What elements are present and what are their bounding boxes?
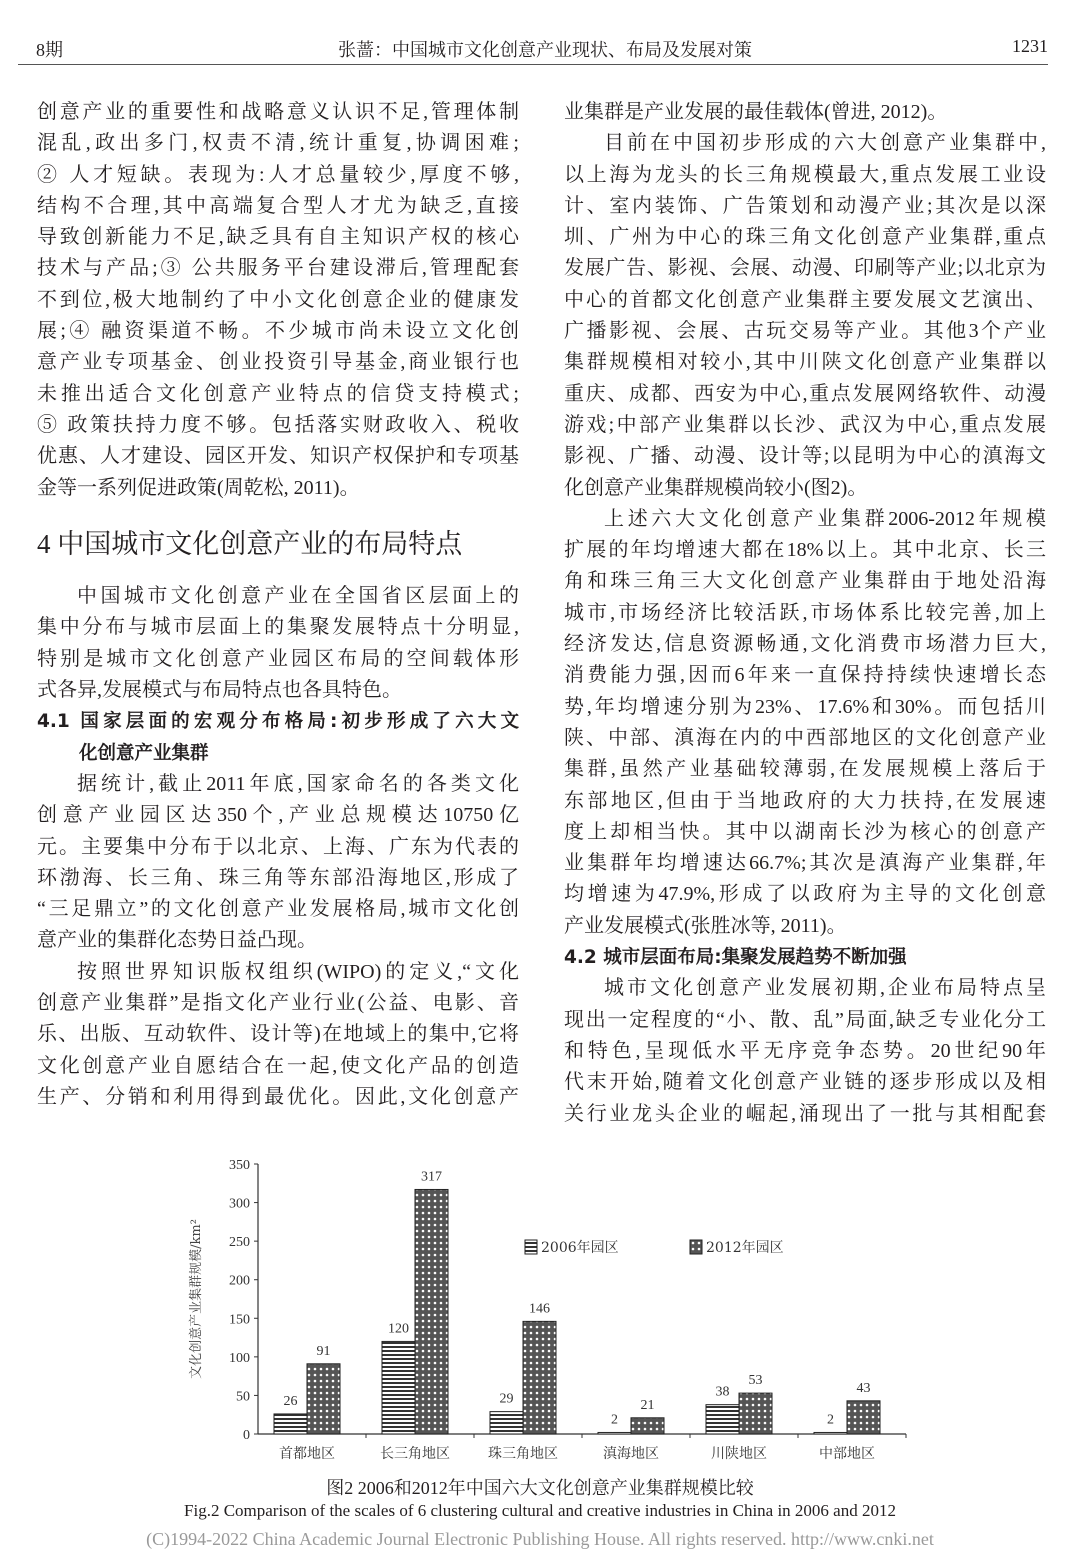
data-label: 317 bbox=[421, 1169, 442, 1185]
text-line: 消费能力强,因而6年来一直保持持续快速增长态 bbox=[564, 664, 1046, 687]
y-axis-label: 文化创意产业集群规模/km² bbox=[189, 1219, 204, 1379]
text-line: 集群,虽然产业基础较薄弱,在发展规模上落后于 bbox=[564, 758, 1046, 781]
text-line: 元。主要集中分布于以北京、上海、广东为代表的 bbox=[37, 835, 519, 858]
text-line: 重庆、成都、西安为中心,重点发展网络软件、动漫 bbox=[564, 382, 1046, 405]
figure-caption: 图2 2006和2012年中国六大文化创意产业集群规模比较 bbox=[326, 1478, 754, 1498]
data-label: 43 bbox=[856, 1380, 871, 1396]
paragraph bbox=[37, 769, 519, 957]
text-line: ⑤ 政策扶持力度不够。包括落实财政收入、税收 bbox=[37, 413, 519, 436]
text-line: 现出一定程度的“小、散、乱”局面,缺乏专业化分工 bbox=[564, 1008, 1046, 1031]
data-label: 146 bbox=[529, 1301, 550, 1317]
text-line: 城市文化创意产业发展初期,企业布局特点呈 bbox=[604, 977, 1046, 1000]
copyright-watermark: (C)1994-2022 China Academic Journal Electronic Publishing House. All rights reserved. http://www.cnki.net bbox=[146, 1529, 934, 1549]
text-line: 广播影视、会展、古玩交易等产业。其他3个产业 bbox=[564, 320, 1046, 343]
x-tick-label: 长三角地区 bbox=[380, 1446, 450, 1462]
x-tick-label: 川陕地区 bbox=[711, 1446, 767, 1462]
text-line: 集中分布与城市层面上的集聚发展特点十分明显, bbox=[37, 616, 519, 639]
figure-caption-english: Fig.2 Comparison of the scales of 6 clustering cultural and creative industries in China in 2006 and 2012 bbox=[184, 1501, 896, 1520]
text-line: 扩展的年均增速大都在18%以上。其中北京、长三 bbox=[564, 539, 1046, 562]
paragraph bbox=[37, 957, 519, 1113]
x-tick-label: 珠三角地区 bbox=[488, 1446, 558, 1462]
text-line: 4.1 国家层面的宏观分布格局:初步形成了六大文 bbox=[37, 711, 519, 733]
text-line: 技术与产品;③ 公共服务平台建设滞后,管理配套 bbox=[37, 257, 519, 280]
text-line: 导致创新能力不足,缺乏具有自主知识产权的核心 bbox=[37, 226, 519, 249]
subsection-heading bbox=[37, 706, 519, 769]
x-tick-label: 中部地区 bbox=[819, 1446, 875, 1462]
y-tick-label: 0 bbox=[243, 1428, 250, 1443]
text-line: 陕、中部、滇海在内的中西部地区的文化创意产业 bbox=[564, 726, 1046, 749]
data-label: 120 bbox=[388, 1321, 409, 1337]
text-line: 代末开始,随着文化创意产业链的逐步形成以及相 bbox=[564, 1071, 1046, 1094]
text-line: “三足鼎立”的文化创意产业发展格局,城市文化创 bbox=[37, 898, 519, 921]
text-line: 业集群年均增速达66.7%;其次是滇海产业集群,年 bbox=[564, 852, 1046, 875]
paragraph bbox=[564, 973, 1046, 1129]
text-line: 业集群是产业发展的最佳载体(曾进, 2012)。 bbox=[564, 101, 948, 123]
y-tick-label: 350 bbox=[229, 1158, 250, 1173]
text-line: 创意产业集群”是指文化产业行业(公益、电影、音 bbox=[37, 992, 519, 1015]
section-heading bbox=[37, 526, 519, 557]
text-line: 金等一系列促进政策(周乾松, 2011)。 bbox=[37, 476, 360, 499]
bar-2012 bbox=[523, 1321, 556, 1434]
text-line: 创意产业的重要性和战略意义认识不足,管理体制 bbox=[37, 101, 519, 123]
paragraph bbox=[564, 128, 1046, 504]
text-line: 以上海为龙头的长三角规模最大,重点发展工业设 bbox=[564, 163, 1046, 186]
bar-2006 bbox=[814, 1432, 847, 1434]
text-line: 产业发展模式(张胜冰等, 2011)。 bbox=[564, 914, 847, 937]
text-line: 上述六大文化创意产业集群2006-2012年规模 bbox=[604, 507, 1046, 530]
text-line: 集群规模相对较小,其中川陕文化创意产业集群以 bbox=[564, 351, 1046, 374]
text-line: 发展广告、影视、会展、动漫、印刷等产业;以北京为 bbox=[564, 257, 1046, 280]
text-line: 结构不合理,其中高端复合型人才尤为缺乏,直接 bbox=[37, 194, 519, 217]
text-line: 度上却相当快。其中以湖南长沙为核心的创意产 bbox=[564, 820, 1046, 843]
issue-number: 8期 bbox=[36, 40, 63, 60]
text-line: 意产业的集群化态势日益凸现。 bbox=[37, 929, 317, 952]
text-line: 东部地区,但由于当地政府的大力扶持,在发展速 bbox=[564, 789, 1046, 812]
data-label: 2 bbox=[827, 1412, 834, 1428]
text-line: 不到位,极大地制约了中小文化创意企业的健康发 bbox=[37, 288, 519, 311]
text-line: 优惠、人才建设、园区开发、知识产权保护和专项基 bbox=[37, 445, 519, 468]
paragraph bbox=[37, 97, 519, 504]
data-label: 38 bbox=[715, 1384, 730, 1400]
right-column bbox=[564, 97, 1046, 1130]
y-tick-label: 250 bbox=[229, 1235, 250, 1251]
legend-label: 2006年园区 bbox=[541, 1240, 619, 1256]
text-line: 圳、广州为中心的珠三角文化创意产业集群,重点 bbox=[564, 226, 1046, 249]
bar-2006 bbox=[382, 1341, 415, 1434]
left-column bbox=[37, 97, 519, 1113]
text-line: 据统计,截止2011年底,国家命名的各类文化 bbox=[77, 772, 519, 795]
text-line: 混乱,政出多门,权责不清,统计重复,协调困难; bbox=[37, 132, 519, 155]
text-line: 4.2 城市层面布局:集聚发展趋势不断加强 bbox=[564, 947, 907, 969]
text-line: 环渤海、长三角、珠三角等东部沿海地区,形成了 bbox=[37, 866, 519, 889]
text-line: 文化创意产业自愿结合在一起,使文化产品的创造 bbox=[37, 1054, 519, 1077]
y-tick-label: 150 bbox=[229, 1312, 250, 1328]
legend-swatch bbox=[690, 1240, 702, 1254]
text-line: 4 中国城市文化创意产业的布局特点 bbox=[37, 528, 463, 559]
paragraph bbox=[564, 97, 1046, 128]
bar-2012 bbox=[307, 1364, 340, 1434]
y-tick-label: 300 bbox=[229, 1196, 250, 1212]
bar-2006 bbox=[598, 1432, 631, 1434]
data-label: 26 bbox=[283, 1393, 298, 1409]
y-tick-label: 200 bbox=[229, 1273, 250, 1289]
text-line: 展;④ 融资渠道不畅。不少城市尚未设立文化创 bbox=[37, 320, 519, 343]
text-line: 关行业龙头企业的崛起,涌现出了一批与其相配套 bbox=[564, 1102, 1046, 1125]
running-title: 张蔷：中国城市文化创意产业现状、布局及发展对策 bbox=[338, 40, 752, 60]
bar-2012 bbox=[415, 1189, 448, 1434]
bar-2006 bbox=[490, 1412, 523, 1434]
x-tick-label: 首都地区 bbox=[279, 1446, 335, 1462]
text-line: 乐、出版、互动软件、设计等)在地域上的集中,它将 bbox=[37, 1023, 519, 1046]
legend-swatch bbox=[525, 1240, 537, 1254]
text-line: 化创意产业集群 bbox=[79, 742, 209, 764]
y-tick-label: 50 bbox=[236, 1389, 250, 1405]
text-line: 中国城市文化创意产业在全国省区层面上的 bbox=[77, 585, 519, 608]
y-tick-label: 100 bbox=[229, 1350, 250, 1366]
running-header bbox=[18, 30, 1048, 65]
text-line: 特别是城市文化创意产业园区布局的空间载体形 bbox=[37, 647, 519, 670]
text-line: 中心的首都文化创意产业集群主要发展文艺演出、 bbox=[564, 288, 1046, 311]
text-line: 计、室内装饰、广告策划和动漫产业;其次是以深 bbox=[564, 194, 1046, 217]
x-tick-label: 滇海地区 bbox=[603, 1446, 659, 1462]
data-label: 53 bbox=[748, 1373, 763, 1389]
bar-2012 bbox=[847, 1401, 880, 1434]
text-line: 影视、广播、动漫、设计等;以昆明为中心的滇海文 bbox=[564, 445, 1046, 468]
bar-2012 bbox=[739, 1393, 772, 1434]
text-line: 和特色,呈现低水平无序竞争态势。20世纪90年 bbox=[564, 1039, 1046, 1062]
text-line: 生产、分销和利用得到最优化。因此,文化创意产 bbox=[37, 1085, 519, 1108]
text-line: ② 人才短缺。表现为:人才总量较少,厚度不够, bbox=[37, 163, 519, 186]
data-label: 21 bbox=[640, 1397, 655, 1413]
page-number: 1231 bbox=[1012, 36, 1048, 56]
bar-2012 bbox=[631, 1418, 664, 1434]
text-line: 经济发达,信息资源畅通,文化消费市场潜力巨大, bbox=[564, 633, 1046, 656]
paragraph bbox=[564, 504, 1046, 942]
subsection-heading bbox=[564, 942, 1046, 973]
text-line: 创意产业园区达350个,产业总规模达10750亿 bbox=[37, 804, 519, 827]
text-line: 化创意产业集群规模尚较小(图2)。 bbox=[564, 476, 868, 499]
text-line: 势,年均增速分别为23%、17.6%和30%。而包括川 bbox=[564, 695, 1046, 718]
text-line: 式各异,发展模式与布局特点也各具特色。 bbox=[37, 679, 402, 702]
bar-2006 bbox=[706, 1405, 739, 1434]
text-line: 按照世界知识版权组织(WIPO)的定义,“文化 bbox=[77, 960, 519, 983]
text-line: 城市,市场经济比较活跃,市场体系比较完善,加上 bbox=[564, 601, 1046, 624]
text-line: 游戏;中部产业集群以长沙、武汉为中心,重点发展 bbox=[564, 413, 1046, 436]
legend-label: 2012年园区 bbox=[706, 1240, 784, 1256]
data-label: 2 bbox=[611, 1412, 618, 1428]
text-line: 目前在中国初步形成的六大创意产业集群中, bbox=[604, 132, 1046, 155]
text-line: 未推出适合文化创意产业特点的信贷支持模式; bbox=[37, 382, 519, 405]
text-line: 角和珠三角三大文化创意产业集群由于地处沿海 bbox=[564, 570, 1046, 593]
text-line: 意产业专项基金、创业投资引导基金,商业银行也 bbox=[37, 351, 519, 374]
text-line: 均增速为47.9%,形成了以政府为主导的文化创意 bbox=[564, 883, 1046, 906]
bar-chart bbox=[180, 1150, 940, 1470]
data-label: 29 bbox=[499, 1391, 514, 1407]
paragraph bbox=[37, 581, 519, 706]
bar-2006 bbox=[274, 1414, 307, 1434]
data-label: 91 bbox=[316, 1343, 331, 1359]
